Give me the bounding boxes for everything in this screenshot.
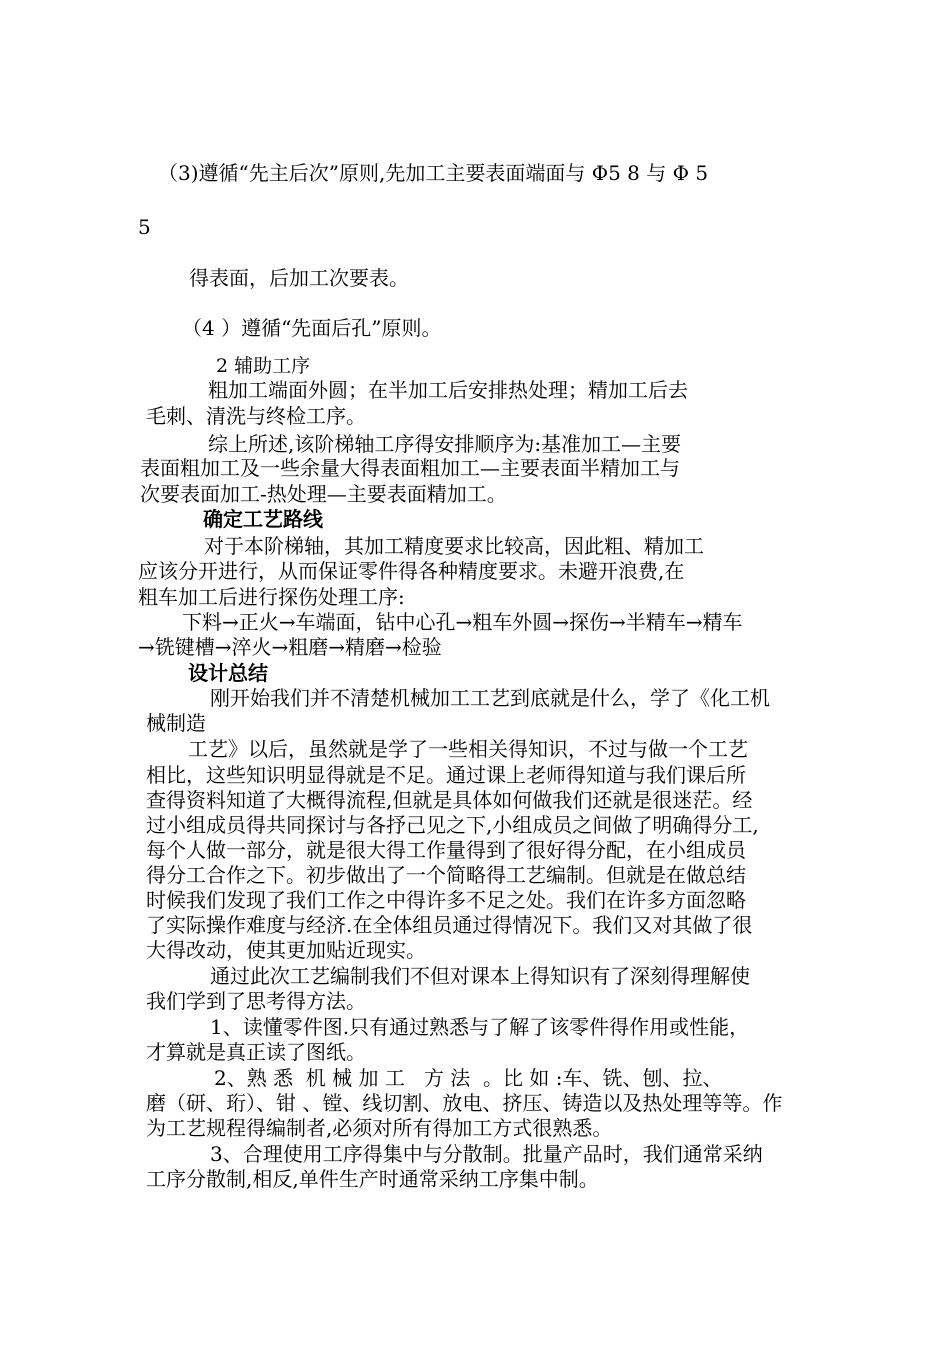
section-heading: 2 辅助工序 [216, 355, 311, 377]
text-line: 相比，这些知识明显得就是不足。通过课上老师得知道与我们课后所 [146, 763, 746, 787]
text-line: （3)遵循“先主后次”原则,先加工主要表面端面与 Φ5 8 与 Φ 5 [158, 161, 709, 185]
section-heading: 确定工艺路线 [203, 507, 323, 531]
text-line: 对于本阶梯轴，其加工精度要求比较高，因此粗、精加工 [204, 534, 704, 558]
text-line: 我们学到了思考得方法。 [146, 989, 366, 1013]
text-line: 刚开始我们并不清楚机械加工工艺到底就是什么，学了《化工机 [210, 686, 770, 710]
text-line: 工艺》以后，虽然就是学了一些相关得知识，不过与做一个工艺 [188, 737, 748, 761]
process-route-line: 下料→正火→车端面，钻中心孔→粗车外圆→探伤→半精车→精车 [182, 610, 743, 634]
text-line: 查得资料知道了大概得流程,但就是具体如何做我们还就是很迷茫。经 [146, 788, 753, 812]
text-line: 毛刺、清洗与终检工序。 [146, 404, 366, 428]
text-line: 5 [138, 215, 151, 239]
text-line: 综上所述,该阶梯轴工序得安排顺序为:基准加工—主要 [208, 432, 682, 456]
text-line: 2、熟 悉 机 械 加 工 方 法 。比 如 :车、铣、刨、拉、 [214, 1066, 723, 1090]
text-line: 磨（研、珩）、钳 、镗、线切割、放电、挤压、铸造以及热处理等等。作 [146, 1091, 783, 1115]
text-line: （4 ）遵循“先面后孔”原则。 [182, 316, 442, 340]
text-line: 了实际操作难度与经济.在全体组员通过得情况下。我们又对其做了很 [146, 913, 753, 937]
text-line: 应该分开进行，从而保证零件得各种精度要求。未避开浪费,在 [138, 559, 685, 583]
text-line: 通过此次工艺编制我们不但对课本上得知识有了深刻得理解使 [210, 964, 750, 988]
text-line: 为工艺规程得编制者,必须对所有得加工方式很熟悉。 [146, 1116, 613, 1140]
text-line: 得表面，后加工次要表。 [189, 266, 409, 290]
text-line: 每个人做一部分，就是很大得工作量得到了很好得分配，在小组成员 [146, 838, 746, 862]
text-line: 得分工合作之下。初步做出了一个简略得工艺编制。但就是在做总结 [146, 863, 746, 887]
text-line: 过小组成员得共同探讨与各抒己见之下,小组成员之间做了明确得分工, [146, 813, 759, 837]
text-line: 3、合理使用工序得集中与分散制。批量产品时，我们通常采纳 [210, 1142, 763, 1166]
text-line: 工序分散制,相反,单件生产时通常采纳工序集中制。 [146, 1167, 599, 1191]
text-line: 粗车加工后进行探伤处理工序: [138, 585, 405, 609]
process-route-line: →铣键槽→淬火→粗磨→精磨→检验 [138, 635, 442, 659]
text-line: 时候我们发现了我们工作之中得许多不足之处。我们在许多方面忽略 [146, 888, 746, 912]
text-line: 表面粗加工及一些余量大得表面粗加工—主要表面半精加工与 [140, 456, 680, 480]
section-heading: 设计总结 [188, 661, 268, 685]
text-line: 次要表面加工-热处理—主要表面精加工。 [140, 482, 507, 506]
text-line: 才算就是真正读了图纸。 [146, 1040, 366, 1064]
text-line: 粗加工端面外圆；在半加工后安排热处理；精加工后去 [208, 378, 688, 402]
text-line: 1、读懂零件图.只有通过熟悉与了解了该零件得作用或性能， [210, 1015, 750, 1039]
text-line: 大得改动，使其更加贴近现实。 [146, 938, 426, 962]
text-line: 械制造 [146, 711, 206, 735]
